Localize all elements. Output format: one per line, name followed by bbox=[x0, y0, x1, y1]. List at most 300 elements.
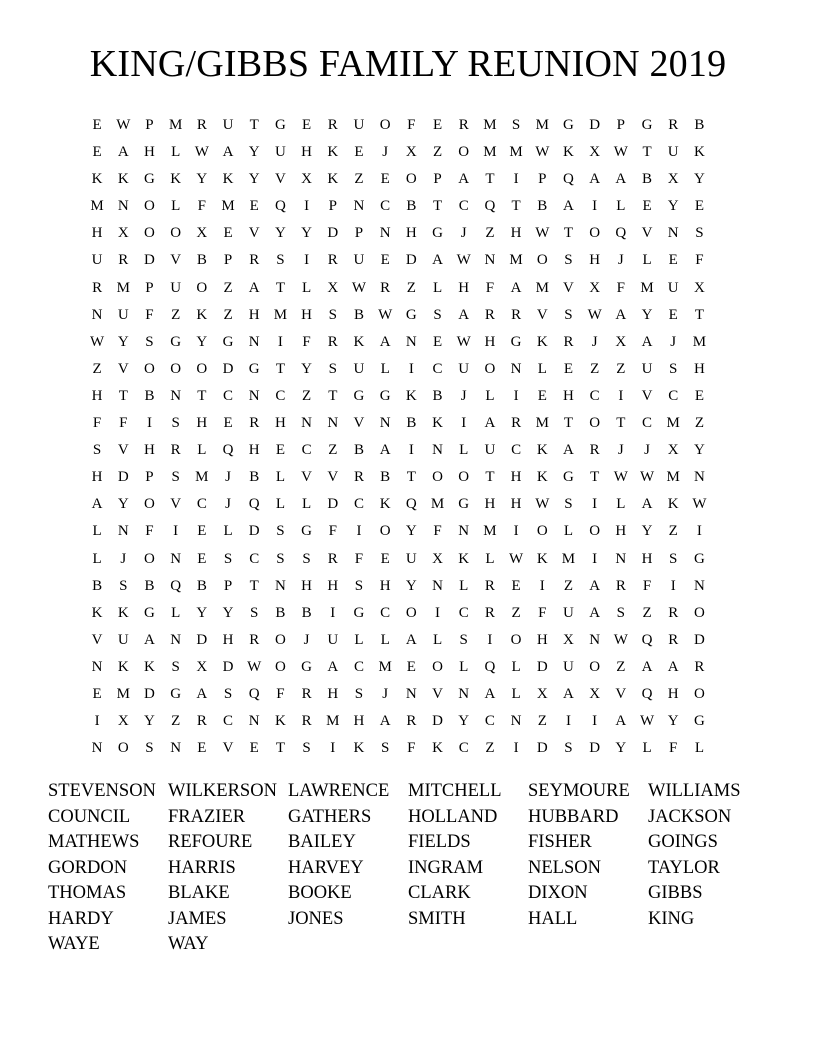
grid-letter: K bbox=[458, 550, 470, 567]
grid-letter: E bbox=[642, 198, 652, 215]
grid-letter: N bbox=[693, 577, 705, 594]
grid-letter: Y bbox=[693, 442, 705, 459]
word-list-item: GATHERS bbox=[288, 806, 372, 827]
grid-letter: Q bbox=[248, 685, 260, 702]
grid-letter: E bbox=[197, 740, 207, 757]
grid-letter: D bbox=[693, 631, 705, 648]
grid-letter: H bbox=[641, 550, 653, 567]
grid-letter: F bbox=[354, 550, 364, 567]
grid-letter: I bbox=[592, 550, 598, 567]
grid-row bbox=[84, 573, 713, 600]
grid-letter: J bbox=[617, 442, 624, 459]
grid-letter: N bbox=[353, 198, 365, 215]
grid-letter: K bbox=[536, 442, 548, 459]
grid-letter: S bbox=[145, 740, 154, 757]
grid-letter: N bbox=[117, 523, 129, 540]
grid-letter: S bbox=[564, 740, 573, 757]
grid-letter: L bbox=[642, 740, 652, 757]
grid-letter: Q bbox=[170, 577, 182, 594]
grid-letter: A bbox=[379, 442, 391, 459]
grid-letter: G bbox=[301, 523, 313, 540]
grid-letter: R bbox=[118, 252, 129, 269]
grid-letter: X bbox=[536, 685, 548, 702]
grid-letter: B bbox=[301, 604, 312, 621]
grid-letter: N bbox=[91, 306, 103, 323]
grid-letter: R bbox=[353, 469, 364, 486]
grid-letter: B bbox=[144, 387, 155, 404]
grid-letter: K bbox=[144, 658, 155, 675]
grid-letter: E bbox=[197, 550, 207, 567]
word-list-item: SMITH bbox=[408, 908, 466, 929]
grid-letter: X bbox=[667, 171, 679, 188]
grid-letter: Z bbox=[616, 658, 626, 675]
grid-letter: H bbox=[196, 415, 208, 432]
grid-letter: N bbox=[458, 523, 470, 540]
grid-letter: R bbox=[327, 550, 338, 567]
grid-letter: M bbox=[378, 658, 392, 675]
word-list-item: CLARK bbox=[408, 883, 471, 903]
grid-letter: G bbox=[353, 604, 365, 621]
grid-letter: M bbox=[326, 713, 340, 730]
grid-letter: A bbox=[484, 685, 496, 702]
grid-letter: R bbox=[458, 117, 469, 133]
grid-letter: C bbox=[223, 713, 234, 730]
grid-letter: C bbox=[589, 387, 600, 404]
grid-letter: K bbox=[353, 740, 365, 757]
grid-letter: X bbox=[196, 658, 208, 675]
grid-letter: G bbox=[274, 117, 286, 133]
grid-letter: K bbox=[432, 740, 443, 757]
grid-letter: S bbox=[695, 225, 704, 242]
grid-letter: F bbox=[407, 117, 416, 133]
grid-letter: E bbox=[694, 198, 704, 215]
grid-letter: X bbox=[405, 144, 417, 161]
grid-letter: B bbox=[92, 577, 103, 594]
grid-letter: G bbox=[510, 333, 522, 350]
grid-letter: F bbox=[302, 333, 311, 350]
grid-letter: T bbox=[275, 279, 285, 296]
grid-letter: W bbox=[535, 225, 550, 242]
word-list-item: REFOURE bbox=[168, 832, 253, 852]
grid-letter: S bbox=[276, 252, 285, 269]
grid-letter: A bbox=[458, 171, 470, 188]
grid-letter: A bbox=[405, 631, 417, 648]
grid-letter: T bbox=[249, 577, 259, 594]
grid-letter: M bbox=[666, 469, 680, 486]
grid-letter: W bbox=[247, 658, 262, 675]
grid-letter: L bbox=[302, 496, 312, 513]
grid-letter: A bbox=[458, 306, 470, 323]
grid-letter: U bbox=[91, 252, 103, 269]
grid-letter: Y bbox=[641, 306, 653, 323]
grid-row bbox=[84, 302, 713, 329]
grid-letter: I bbox=[408, 360, 414, 377]
grid-letter: F bbox=[145, 523, 154, 540]
grid-letter: H bbox=[458, 279, 470, 296]
grid-letter: S bbox=[276, 550, 285, 567]
grid-letter: F bbox=[407, 740, 416, 757]
grid-letter: A bbox=[144, 631, 155, 648]
grid-letter: O bbox=[458, 469, 470, 486]
grid-letter: I bbox=[304, 198, 310, 215]
grid-letter: T bbox=[511, 198, 521, 215]
grid-letter: Z bbox=[171, 713, 181, 730]
grid-letter: X bbox=[196, 225, 208, 242]
grid-letter: R bbox=[92, 279, 103, 296]
grid-letter: X bbox=[563, 631, 574, 648]
grid-letter: O bbox=[196, 279, 208, 296]
grid-letter: M bbox=[535, 415, 549, 432]
grid-letter: N bbox=[170, 631, 182, 648]
grid-letter: O bbox=[536, 252, 548, 269]
grid-letter: W bbox=[194, 144, 209, 161]
grid-letter: Y bbox=[196, 604, 208, 621]
grid-letter: Z bbox=[485, 225, 495, 242]
grid-letter: F bbox=[328, 523, 337, 540]
grid-letter: N bbox=[589, 631, 601, 648]
grid-letter: H bbox=[301, 306, 313, 323]
grid-letter: S bbox=[511, 117, 521, 133]
grid-letter: N bbox=[615, 550, 627, 567]
grid-letter: C bbox=[301, 442, 312, 459]
grid-letter: W bbox=[509, 550, 524, 567]
grid-letter: Z bbox=[92, 360, 102, 377]
grid-letter: S bbox=[145, 333, 154, 350]
grid-letter: W bbox=[613, 631, 628, 648]
grid-letter: K bbox=[117, 604, 129, 621]
grid-letter: E bbox=[249, 198, 259, 215]
grid-letter: F bbox=[433, 523, 442, 540]
grid-letter: X bbox=[301, 171, 313, 188]
grid-letter: S bbox=[564, 496, 573, 513]
grid-letter: A bbox=[615, 713, 627, 730]
grid-row bbox=[84, 491, 713, 518]
grid-letter: I bbox=[592, 496, 598, 513]
grid-letter: O bbox=[379, 523, 391, 540]
grid-letter: K bbox=[353, 333, 365, 350]
word-list-item: JAMES bbox=[168, 908, 227, 929]
word-list-item: FIELDS bbox=[408, 832, 471, 852]
grid-letter: K bbox=[117, 171, 129, 188]
grid-letter: E bbox=[223, 415, 233, 432]
grid-letter: A bbox=[589, 604, 601, 621]
grid-letter: I bbox=[304, 252, 310, 269]
grid-letter: R bbox=[615, 577, 626, 594]
grid-row bbox=[84, 437, 713, 464]
grid-letter: M bbox=[116, 685, 130, 702]
grid-letter: Q bbox=[274, 198, 286, 215]
grid-letter: D bbox=[536, 658, 548, 675]
grid-letter: L bbox=[694, 740, 704, 757]
grid-letter: D bbox=[144, 252, 155, 269]
grid-row bbox=[84, 112, 713, 139]
grid-letter: Z bbox=[563, 577, 574, 594]
grid-letter: N bbox=[510, 360, 522, 377]
grid-letter: A bbox=[563, 198, 574, 215]
grid-letter: V bbox=[641, 225, 653, 242]
grid-letter: R bbox=[694, 658, 705, 675]
grid-letter: P bbox=[616, 117, 626, 133]
grid-letter: N bbox=[432, 577, 443, 594]
grid-letter: A bbox=[641, 333, 653, 350]
grid-letter: N bbox=[170, 387, 182, 404]
grid-letter: H bbox=[484, 333, 496, 350]
grid-letter: U bbox=[117, 306, 129, 323]
grid-letter: A bbox=[641, 658, 653, 675]
grid-letter: G bbox=[144, 171, 155, 188]
grid-letter: B bbox=[144, 577, 155, 594]
word-list-item: BLAKE bbox=[168, 883, 230, 903]
grid-letter: A bbox=[327, 658, 339, 675]
grid-letter: D bbox=[248, 523, 260, 540]
grid-letter: C bbox=[223, 387, 234, 404]
grid-letter: A bbox=[432, 252, 443, 269]
grid-letter: O bbox=[170, 360, 182, 377]
grid-letter: T bbox=[275, 360, 285, 377]
grid-letter: O bbox=[170, 225, 182, 242]
grid-letter: L bbox=[275, 496, 285, 513]
grid-letter: T bbox=[275, 740, 285, 757]
grid-row bbox=[84, 139, 713, 166]
grid-letter: N bbox=[379, 225, 391, 242]
grid-letter: X bbox=[589, 144, 601, 161]
grid-letter: T bbox=[432, 198, 443, 215]
grid-row bbox=[84, 708, 713, 735]
grid-letter: H bbox=[589, 252, 601, 269]
grid-letter: M bbox=[509, 144, 523, 161]
grid-letter: Y bbox=[615, 740, 627, 757]
grid-letter: V bbox=[170, 252, 182, 269]
grid-letter: C bbox=[458, 604, 469, 621]
grid-letter: X bbox=[589, 279, 601, 296]
grid-letter: I bbox=[146, 415, 152, 432]
grid-letter: B bbox=[275, 604, 286, 621]
grid-letter: A bbox=[222, 144, 234, 161]
grid-letter: N bbox=[484, 252, 496, 269]
grid-letter: V bbox=[641, 387, 653, 404]
grid-letter: H bbox=[301, 577, 313, 594]
grid-letter: Q bbox=[563, 171, 574, 188]
grid-letter: O bbox=[589, 523, 601, 540]
grid-letter: R bbox=[249, 252, 260, 269]
grid-letter: O bbox=[589, 658, 601, 675]
word-list-item: KING bbox=[648, 908, 695, 929]
grid-letter: E bbox=[92, 144, 102, 161]
grid-letter: M bbox=[666, 415, 680, 432]
grid-letter: V bbox=[117, 442, 129, 459]
grid-letter: W bbox=[587, 306, 602, 323]
grid-letter: T bbox=[694, 306, 704, 323]
grid-letter: H bbox=[563, 387, 574, 404]
grid-letter: N bbox=[91, 658, 103, 675]
grid-letter: A bbox=[379, 333, 391, 350]
grid-letter: K bbox=[170, 171, 182, 188]
grid-row bbox=[84, 546, 713, 573]
grid-letter: H bbox=[405, 225, 417, 242]
grid-letter: P bbox=[433, 171, 442, 188]
word-list-item: WAYE bbox=[48, 934, 100, 954]
grid-letter: T bbox=[485, 469, 495, 486]
grid-letter: L bbox=[616, 496, 626, 513]
grid-letter: R bbox=[327, 252, 338, 269]
grid-letter: W bbox=[116, 117, 131, 133]
grid-letter: J bbox=[591, 333, 598, 350]
grid-letter: C bbox=[353, 496, 364, 513]
grid-letter: E bbox=[668, 306, 678, 323]
grid-letter: H bbox=[693, 360, 705, 377]
grid-letter: L bbox=[616, 198, 626, 215]
grid-letter: H bbox=[667, 685, 679, 702]
word-list-item: NELSON bbox=[528, 857, 601, 878]
grid-letter: Z bbox=[642, 604, 652, 621]
grid-letter: V bbox=[432, 685, 443, 702]
grid-letter: E bbox=[197, 523, 207, 540]
word-list-item: LAWRENCE bbox=[288, 781, 390, 801]
grid-letter: F bbox=[669, 740, 678, 757]
grid-letter: M bbox=[90, 198, 104, 215]
grid-letter: S bbox=[354, 577, 364, 594]
grid-letter: Z bbox=[668, 523, 678, 540]
grid-letter: L bbox=[563, 523, 574, 540]
grid-letter: X bbox=[432, 550, 443, 567]
grid-letter: S bbox=[328, 306, 337, 323]
grid-row bbox=[84, 383, 713, 410]
grid-letter: E bbox=[92, 685, 102, 702]
grid-letter: L bbox=[171, 604, 181, 621]
grid-letter: I bbox=[513, 387, 519, 404]
word-list-item: GORDON bbox=[48, 857, 128, 878]
word-list-item: MATHEWS bbox=[48, 832, 140, 852]
grid-letter: O bbox=[510, 631, 522, 648]
grid-letter: Y bbox=[301, 360, 313, 377]
word-list-item: THOMAS bbox=[48, 883, 127, 903]
grid-letter: W bbox=[535, 496, 550, 513]
grid-letter: G bbox=[222, 333, 234, 350]
grid-letter: G bbox=[144, 604, 155, 621]
grid-letter: H bbox=[144, 144, 155, 161]
grid-letter: C bbox=[353, 658, 364, 675]
grid-letter: G bbox=[693, 550, 705, 567]
grid-letter: O bbox=[484, 360, 496, 377]
grid-letter: W bbox=[613, 144, 628, 161]
grid-letter: J bbox=[303, 631, 310, 648]
grid-letter: G bbox=[693, 713, 705, 730]
grid-row bbox=[84, 166, 713, 193]
grid-letter: Y bbox=[405, 577, 417, 594]
grid-letter: S bbox=[92, 442, 102, 459]
grid-letter: G bbox=[563, 117, 574, 133]
grid-letter: L bbox=[171, 198, 181, 215]
grid-letter: Z bbox=[171, 306, 181, 323]
grid-letter: B bbox=[537, 198, 548, 215]
grid-letter: S bbox=[459, 631, 468, 648]
grid-letter: U bbox=[353, 360, 365, 377]
grid-letter: O bbox=[589, 415, 601, 432]
grid-letter: Q bbox=[484, 198, 496, 215]
grid-letter: E bbox=[92, 117, 102, 133]
word-list-item: GOINGS bbox=[648, 832, 718, 852]
word-list-item: WILLIAMS bbox=[648, 781, 741, 801]
grid-letter: L bbox=[380, 631, 390, 648]
grid-letter: M bbox=[483, 117, 497, 133]
grid-letter: K bbox=[379, 496, 391, 513]
grid-letter: G bbox=[353, 387, 365, 404]
grid-letter: A bbox=[615, 306, 627, 323]
grid-letter: T bbox=[642, 144, 652, 161]
grid-letter: X bbox=[327, 279, 339, 296]
grid-letter: N bbox=[170, 550, 182, 567]
grid-letter: Z bbox=[537, 713, 547, 730]
grid-letter: V bbox=[353, 415, 365, 432]
grid-letter: N bbox=[327, 415, 339, 432]
word-list-item: JONES bbox=[288, 908, 344, 929]
grid-letter: V bbox=[91, 631, 103, 648]
grid-letter: D bbox=[327, 496, 339, 513]
grid-letter: P bbox=[223, 577, 233, 594]
grid-letter: N bbox=[248, 387, 260, 404]
grid-letter: E bbox=[694, 387, 704, 404]
grid-letter: T bbox=[197, 387, 207, 404]
grid-letter: O bbox=[144, 225, 155, 242]
grid-letter: A bbox=[196, 685, 208, 702]
grid-letter: B bbox=[249, 469, 260, 486]
grid-letter: F bbox=[119, 415, 128, 432]
word-list-item: MITCHELL bbox=[408, 781, 502, 801]
grid-letter: Y bbox=[196, 333, 208, 350]
grid-letter: L bbox=[92, 523, 102, 540]
grid-letter: K bbox=[274, 713, 286, 730]
grid-letter: O bbox=[693, 604, 705, 621]
grid-letter: M bbox=[561, 550, 576, 567]
grid-letter: F bbox=[197, 198, 207, 215]
grid-letter: Y bbox=[144, 713, 155, 730]
grid-row bbox=[84, 600, 713, 627]
grid-letter: X bbox=[693, 279, 705, 296]
grid-letter: C bbox=[458, 740, 469, 757]
grid-letter: L bbox=[537, 360, 547, 377]
word-list-item: HARRIS bbox=[168, 857, 236, 878]
grid-letter: V bbox=[536, 306, 548, 323]
grid-letter: U bbox=[563, 604, 574, 621]
grid-letter: E bbox=[511, 577, 521, 594]
grid-letter: O bbox=[432, 658, 443, 675]
grid-letter: Y bbox=[641, 523, 653, 540]
grid-letter: S bbox=[223, 550, 233, 567]
grid-letter: E bbox=[406, 658, 416, 675]
grid-letter: A bbox=[510, 279, 522, 296]
grid-letter: N bbox=[405, 685, 417, 702]
grid-letter: Y bbox=[405, 523, 417, 540]
grid-letter: E bbox=[223, 225, 233, 242]
grid-letter: M bbox=[640, 279, 654, 296]
word-list-item: HARDY bbox=[48, 908, 114, 929]
grid-letter: H bbox=[484, 496, 496, 513]
grid-letter: R bbox=[484, 306, 495, 323]
grid-letter: Z bbox=[223, 306, 233, 323]
grid-letter: I bbox=[408, 442, 414, 459]
grid-letter: G bbox=[248, 360, 260, 377]
grid-letter: Z bbox=[485, 740, 495, 757]
grid-letter: K bbox=[222, 171, 234, 188]
grid-letter: B bbox=[432, 387, 443, 404]
grid-letter: O bbox=[693, 685, 705, 702]
grid-letter: O bbox=[458, 144, 470, 161]
grid-letter: H bbox=[327, 577, 339, 594]
grid-letter: Y bbox=[274, 225, 286, 242]
grid-letter: K bbox=[667, 496, 679, 513]
word-list-item: HUBBARD bbox=[528, 806, 619, 827]
word-list-item: HALL bbox=[528, 908, 578, 929]
